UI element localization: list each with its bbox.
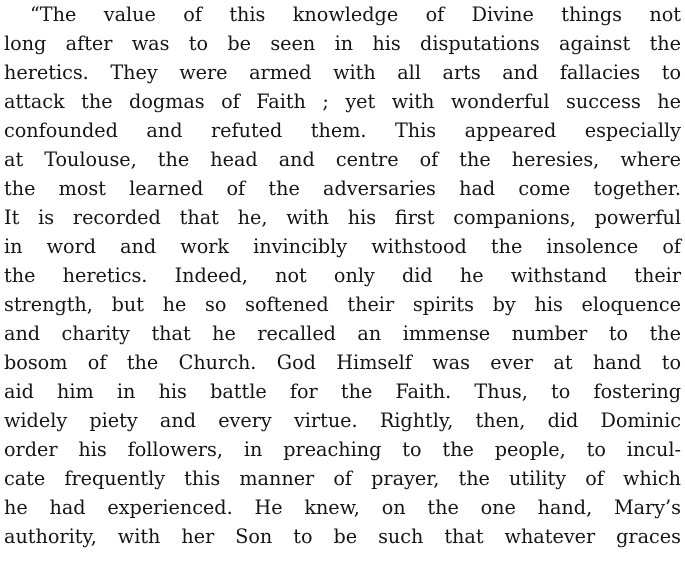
text-line-1: “The value of this knowledge of Divine things not [30,3,681,26]
text-line-18: he had experienced. He knew, on the one hand, Mary’s [4,496,681,519]
text-line-4: attack the dogmas of Faith ; yet with wonderful success he [4,90,681,113]
text-line-17: cate frequently this manner of prayer, the utility of which [4,467,681,490]
text-line-14: aid him in his battle for the Faith. Thus, to fostering [4,380,681,403]
text-line-9: in word and work invincibly withstood the insolence of [4,235,681,258]
text-line-3: heretics. They were armed with all arts and fallacies to [4,61,681,84]
text-line-15: widely piety and every virtue. Rightly, then, did Dominic [4,409,681,432]
text-line-12: and charity that he recalled an immense number to the [4,322,681,345]
text-line-2: long after was to be seen in his disputations against the [4,32,681,55]
text-line-5: confounded and refuted them. This appeared especially [4,119,681,142]
text-line-8: It is recorded that he, with his first companions, powerful [4,206,681,229]
text-line-7: the most learned of the adversaries had come together. [4,177,681,200]
text-line-13: bosom of the Church. God Himself was ever at hand to [4,351,681,374]
text-line-10: the heretics. Indeed, not only did he withstand their [4,264,681,287]
text-line-6: at Toulouse, the head and centre of the heresies, where [4,148,681,171]
text-line-19: authority, with her Son to be such that whatever graces [4,525,681,548]
text-line-11: strength, but he so softened their spirits by his eloquence [4,293,681,316]
text-line-16: order his followers, in preaching to the people, to incul- [4,438,681,461]
